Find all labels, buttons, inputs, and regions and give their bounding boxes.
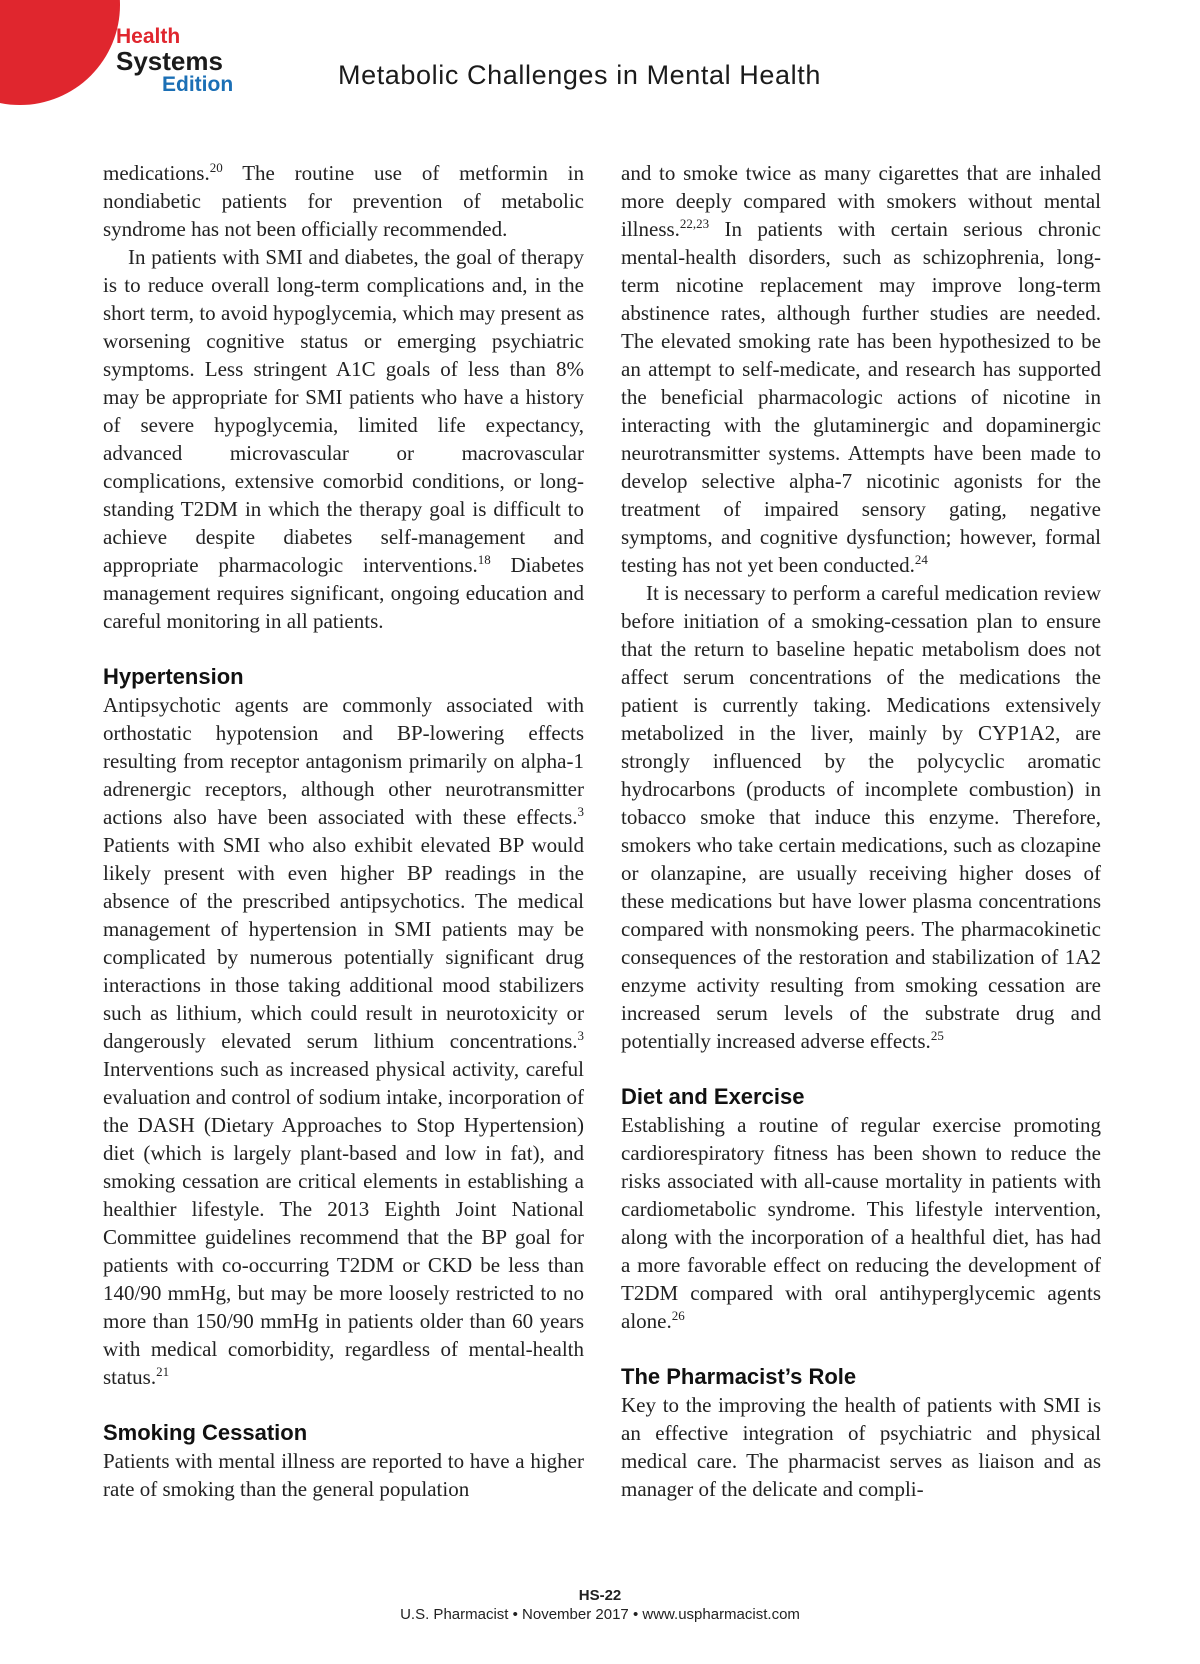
logo-red-circle	[0, 0, 120, 105]
paragraph: Key to the improving the health of patients with SMI is an effective integration of psychiatric and physical medical care. The pharmacist serves as liaison and as manager of the delicate and compli-	[621, 1393, 1101, 1501]
citation: 24	[914, 552, 928, 567]
left-column	[103, 159, 584, 1503]
citation: 26	[671, 1308, 685, 1323]
citation: 25	[930, 1028, 944, 1043]
citation: 18	[477, 552, 491, 567]
section-heading-smoking-cessation: Smoking Cessation	[103, 1420, 308, 1445]
page-number: HS-22	[578, 1587, 622, 1604]
citation: 22,23	[679, 216, 710, 231]
health-systems-edition-logo	[116, 26, 233, 95]
paragraph: It is necessary to perform a careful medication review before initiation of a smoking-cessation plan to ensure that the return to baseline hepatic metabolism does not affect serum concentrations of the medications the patient is currently taking. Medications extensively metabolized in the liver, mainly by CYP1A2, are strongly influenced by the polycyclic aromatic hydrocarbons (products of incomplete combustion) in tobacco smoke that induce this enzyme. Therefore, smokers who take certain medications, such as clozapine or olanzapine, are usually receiving higher doses of these medications but have lower plasma concentrations compared with nonsmoking peers. The pharmacokinetic consequences of the restoration and stabilization of 1A2 enzyme activity resulting from smoking cessation are increased serum levels of the substrate drug and potentially increased adverse effects.$^{25}$	[621, 581, 1101, 1053]
paragraph: In patients with SMI and diabetes, the goal of therapy is to reduce overall long-term complications and, in the short term, to avoid hypoglycemia, which may present as worsening cognitive status or emerging psychiatric symptoms. Less stringent A1C goals of less than 8% may be appropriate for SMI patients who have a history of severe hypoglycemia, limited life expectancy, advanced microvascular or macrovascular complications, extensive comorbid conditions, or long-standing T2DM in which the therapy goal is difficult to achieve despite diabetes self-management and appropriate pharmacologic interventions.$^{18}$ Diabetes management requires significant, ongoing education and careful monitoring in all patients.	[103, 245, 584, 633]
paragraph: Establishing a routine of regular exercise promoting cardiorespiratory fitness has been shown to reduce the risks associated with all-cause mortality in patients with cardiometabolic syndrome. This lifestyle intervention, along with the incorporation of a healthful diet, has had a more favorable effect on reducing the development of T2DM compared with oral antihyperglycemic agents alone.$^{26}$	[621, 1113, 1101, 1333]
paragraph: medications.$^{20}$ The routine use of metformin in nondiabetic patients for prevention of metabolic syndrome has not been officially recommended.	[103, 160, 584, 241]
citation: 21	[156, 1364, 170, 1379]
citation: 20	[209, 160, 223, 175]
section-heading-diet-exercise: Diet and Exercise	[621, 1084, 805, 1109]
section-heading-hypertension: Hypertension	[103, 664, 244, 689]
logo-line-edition: Edition	[162, 73, 234, 96]
publication-info: U.S. Pharmacist • November 2017 • www.uspharmacist.com	[400, 1606, 800, 1623]
paragraph: Antipsychotic agents are commonly associated with orthostatic hypotension and BP-lowering effects resulting from receptor antagonism primarily on alpha-1 adrenergic receptors, although other neurotransmitter actions also have been associated with these effects.$^3$ Patients with SMI who also exhibit elevated BP would likely present with even higher BP readings in the absence of the prescribed antipsychotics. The medical management of hypertension in SMI patients may be complicated by numerous potentially significant drug interactions in those taking additional mood stabilizers such as lithium, which could result in neurotoxicity or dangerously elevated serum lithium concentrations.$^3$ Interventions such as increased physical activity, careful evaluation and control of sodium intake, incorporation of the DASH (Dietary Approaches to Stop Hypertension) diet (which is largely plant-based and low in fat), and smoking cessation are critical elements in establishing a healthier lifestyle. The 2013 Eighth Joint National Committee guidelines recommend that the BP goal for patients with co-occurring T2DM or CKD be less than 140/90 mmHg, but may be more loosely restricted to no more than 150/90 mmHg in patients older than 60 years with medical comorbidity, regardless of mental-health status.$^{21}$	[103, 693, 584, 1389]
logo-line-systems: Systems	[116, 46, 223, 76]
paragraph: Patients with mental illness are reported to have a higher rate of smoking than the general population	[103, 1449, 584, 1501]
section-heading-pharmacist-role: The Pharmacist’s Role	[621, 1364, 857, 1389]
running-header-title: Metabolic Challenges in Mental Health	[338, 60, 821, 90]
citation: 3	[577, 804, 584, 819]
paragraph: and to smoke twice as many cigarettes that are inhaled more deeply compared with smokers without mental illness.$^{22,23}$ In patients with certain serious chronic mental-health disorders, such as schizophrenia, long-term nicotine replacement may improve long-term abstinence rates, although further studies are needed. The elevated smoking rate has been hypothesized to be an attempt to self-medicate, and research has supported the beneficial pharmacologic actions of nicotine in interacting with the glutaminergic and dopaminergic neurotransmitter systems. Attempts have been made to develop selective alpha-7 nicotinic agonists for the treatment of impaired sensory gating, negative symptoms, and cognitive dysfunction; however, formal testing has not yet been conducted.$^{24}$	[621, 161, 1101, 577]
page-footer	[0, 1587, 1200, 1625]
logo-line-health: Health	[116, 25, 181, 48]
citation: 3	[577, 1028, 584, 1043]
right-column	[621, 159, 1101, 1503]
